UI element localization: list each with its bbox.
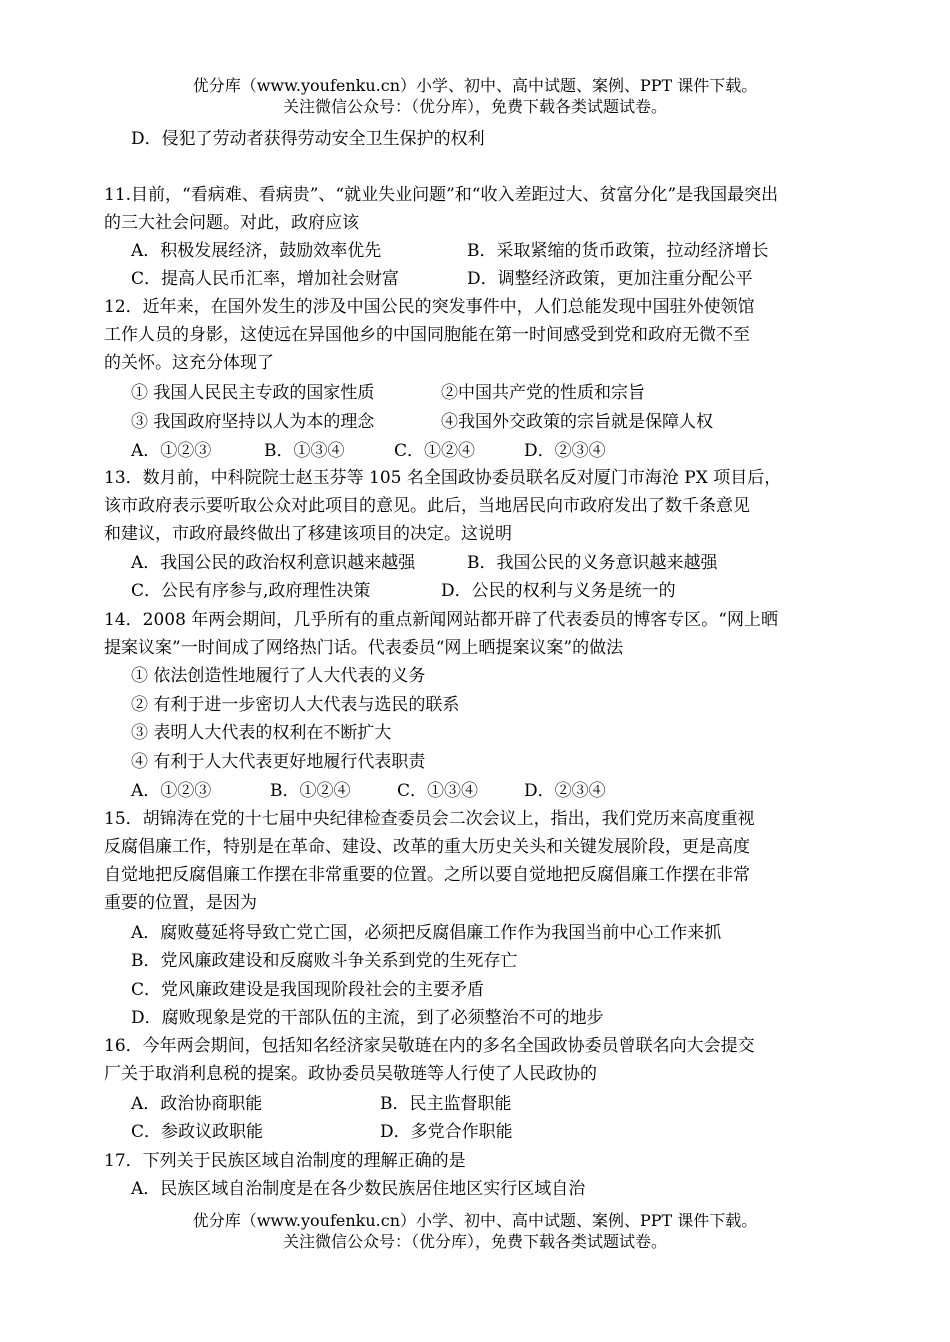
q14-option-a: A．①②③: [131, 781, 212, 801]
q11-option-a: A．积极发展经济，鼓励效率优先: [131, 241, 382, 261]
q16-option-c: C．参政议政职能: [131, 1122, 264, 1142]
q13-stem-line-3: 和建议，市政府最终做出了移建该项目的决定。这说明: [104, 524, 512, 544]
q15-option-d: D．腐败现象是党的干部队伍的主流，到了必须整治不可的地步: [131, 1008, 604, 1028]
q13-option-b: B．我国公民的义务意识越来越强: [467, 553, 718, 573]
q13-option-c: C．公民有序参与,政府理性决策: [131, 581, 371, 601]
q12-option-c: C．①②④: [394, 441, 476, 461]
q11-option-c: C．提高人民币汇率，增加社会财富: [131, 269, 400, 289]
q12-item-4: ④我国外交政策的宗旨就是保障人权: [441, 412, 713, 432]
q11-stem-line-1: 11.目前，“看病难、看病贵”、“就业失业问题”和“收入差距过大、贫富分化”是我国最突出: [104, 185, 779, 205]
q12-item-2: ②中国共产党的性质和宗旨: [441, 383, 645, 403]
footer-line-2: 关注微信公众号：（优分库），免费下载各类试题试卷。: [282, 1232, 667, 1251]
q14-stem-line-2: 提案议案”一时间成了网络热门话。代表委员“网上晒提案议案”的做法: [104, 638, 624, 658]
q13-stem-line-2: 该市政府表示要听取公众对此项目的意见。此后，当地居民向市政府发出了数千条意见: [104, 496, 750, 516]
q12-stem-line-1: 12．近年来，在国外发生的涉及中国公民的突发事件中，人们总能发现中国驻外使领馆: [104, 297, 755, 317]
q14-option-b: B．①②④: [270, 781, 351, 801]
q15-stem-line-2: 反腐倡廉工作，特别是在革命、建设、改革的重大历史关头和关键发展阶段，更是高度: [104, 837, 750, 857]
q14-option-c: C．①③④: [397, 781, 479, 801]
q11-option-d: D．调整经济政策，更加注重分配公平: [467, 269, 753, 289]
q12-item-1: ① 我国人民民主专政的国家性质: [131, 383, 375, 403]
q14-stem-line-1: 14．2008 年两会期间，几乎所有的重点新闻网站都开辟了代表委员的博客专区。“网上晒: [104, 610, 778, 630]
q15-option-c: C．党风廉政建设是我国现阶段社会的主要矛盾: [131, 980, 485, 1000]
q16-option-d: D．多党合作职能: [380, 1122, 513, 1142]
q15-stem-line-4: 重要的位置，是因为: [104, 893, 257, 913]
q15-stem-line-3: 自觉地把反腐倡廉工作摆在非常重要的位置。之所以要自觉地把反腐倡廉工作摆在非常: [104, 865, 750, 885]
header-line-1: 优分库（www.youfenku.cn）小学、初中、高中试题、案例、PPT 课件下载。: [192, 76, 758, 95]
q12-option-d: D．②③④: [524, 441, 606, 461]
q15-option-a: A．腐败蔓延将导致亡党亡国，必须把反腐倡廉工作作为我国当前中心工作来抓: [131, 923, 722, 943]
footer-line-1: 优分库（www.youfenku.cn）小学、初中、高中试题、案例、PPT 课件下载。: [192, 1211, 758, 1230]
q12-stem-line-3: 的关怀。这充分体现了: [104, 353, 274, 373]
q14-option-d: D．②③④: [524, 781, 606, 801]
q14-item-4: ④ 有利于人大代表更好地履行代表职责: [131, 752, 426, 772]
q14-item-1: ① 依法创造性地履行了人大代表的义务: [131, 666, 426, 686]
q12-item-3: ③ 我国政府坚持以人为本的理念: [131, 412, 375, 432]
q15-option-b: B．党风廉政建设和反腐败斗争关系到党的生死存亡: [131, 951, 518, 971]
q13-option-a: A．我国公民的政治权利意识越来越强: [131, 553, 416, 573]
q12-stem-line-2: 工作人员的身影，这使远在异国他乡的中国同胞能在第一时间感受到党和政府无微不至: [104, 325, 750, 345]
q17-stem-line-1: 17．下列关于民族区域自治制度的理解正确的是: [104, 1151, 466, 1171]
q14-item-2: ② 有利于进一步密切人大代表与选民的联系: [131, 695, 460, 715]
q15-stem-line-1: 15．胡锦涛在党的十七届中央纪律检查委员会二次会议上，指出，我们党历来高度重视: [104, 809, 755, 829]
q16-option-b: B．民主监督职能: [380, 1094, 512, 1114]
q12-option-a: A．①②③: [131, 441, 212, 461]
q10-option-d: D．侵犯了劳动者获得劳动安全卫生保护的权利: [131, 129, 485, 149]
q11-option-b: B．采取紧缩的货币政策，拉动经济增长: [467, 241, 769, 261]
q16-stem-line-2: 厂关于取消利息税的提案。政协委员吴敬琏等人行使了人民政协的: [104, 1064, 597, 1084]
q17-option-a: A．民族区域自治制度是在各少数民族居住地区实行区域自治: [131, 1179, 586, 1199]
q14-item-3: ③ 表明人大代表的权利在不断扩大: [131, 723, 392, 743]
header-line-2: 关注微信公众号：（优分库），免费下载各类试题试卷。: [282, 97, 667, 116]
q11-stem-line-2: 的三大社会问题。对此，政府应该: [104, 213, 359, 233]
q16-stem-line-1: 16．今年两会期间，包括知名经济家吴敬琏在内的多名全国政协委员曾联名向大会提交: [104, 1036, 755, 1056]
q12-option-b: B．①③④: [264, 441, 345, 461]
q13-stem-line-1: 13．数月前，中科院院士赵玉芬等 105 名全国政协委员联名反对厦门市海沧 PX 项目后，: [104, 468, 782, 488]
q13-option-d: D．公民的权利与义务是统一的: [441, 581, 676, 601]
q16-option-a: A．政治协商职能: [131, 1094, 263, 1114]
